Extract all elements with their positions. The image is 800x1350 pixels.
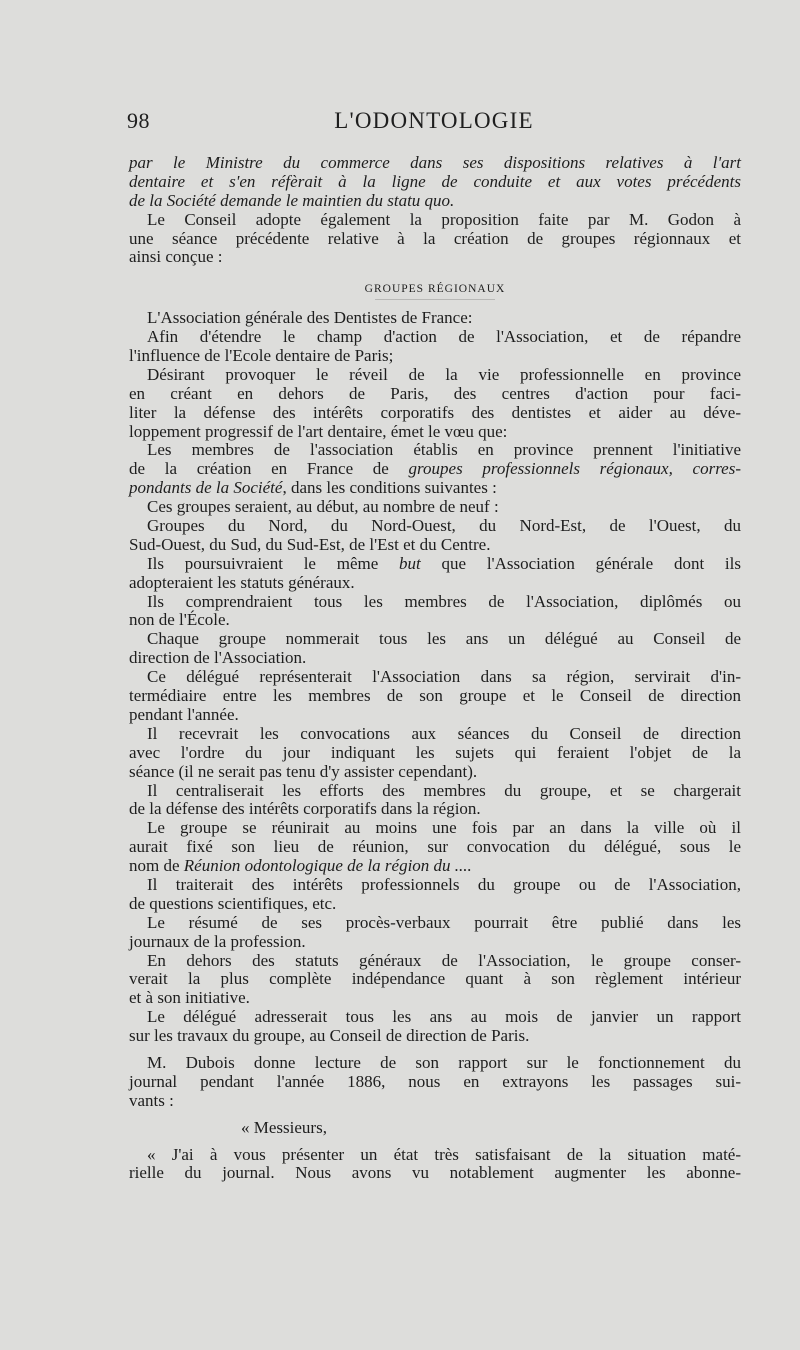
text-line: Il centraliserait les efforts des membres du groupe, et se chargerait [147, 780, 741, 800]
text-line: Il recevrait les convocations aux séances du Conseil de direction [147, 723, 741, 743]
text-line: Chaque groupe nommerait tous les ans un délégué au Conseil de [147, 629, 741, 649]
text-line: de questions scientifiques, etc. [129, 893, 337, 913]
text-line: pendant l'année. [129, 704, 239, 724]
text-line: séance (il ne serait pas tenu d'y assister cependant). [129, 761, 478, 781]
text-line: nom de Réunion odontologique de la région du .... [129, 856, 472, 876]
text-line: aurait fixé son lieu de réunion, sur convocation du délégué, sous le [129, 837, 741, 857]
text-line: Il traiterait des intérêts professionnels du groupe ou de l'Association, [147, 874, 741, 894]
text-line: Le groupe se réunirait au moins une fois par an dans la ville où il [147, 818, 741, 838]
text-line: de la défense des intérêts corporatifs dans la région. [129, 799, 481, 819]
text-line: Groupes du Nord, du Nord-Ouest, du Nord-Est, de l'Ouest, du [147, 516, 741, 536]
text-line: sur les travaux du groupe, au Conseil de direction de Paris. [129, 1026, 530, 1046]
salutation: « Messieurs, [241, 1117, 327, 1137]
text-line: adopteraient les statuts généraux. [129, 572, 355, 592]
text-line: L'Association générale des Dentistes de France: [147, 308, 473, 328]
text-line: de la création en France de groupes professionnels régionaux, corres- [129, 459, 742, 479]
text-line: direction de l'Association. [129, 648, 307, 668]
text-line: Le résumé de ses procès-verbaux pourrait être publié dans les [147, 912, 741, 932]
text-line: Le délégué adresserait tous les ans au mois de janvier un rapport [147, 1007, 741, 1027]
text-line: Ces groupes seraient, au début, au nombre de neuf : [147, 497, 499, 517]
text-line: ainsi conçue : [129, 247, 223, 267]
page-number: 98 [127, 108, 150, 133]
body-text [129, 154, 741, 1183]
text-line: Afin d'étendre le champ d'action de l'Association, et de répandre [147, 327, 741, 347]
text-line: journaux de la profession. [129, 931, 306, 951]
text-line: vants : [129, 1090, 174, 1110]
text-line: Le Conseil adopte également la proposition faite par M. Godon à [147, 209, 741, 229]
text-line: Désirant provoquer le réveil de la vie professionnelle en province [147, 364, 741, 384]
text-line: « J'ai à vous présenter un état très satisfaisant de la situation maté- [147, 1144, 741, 1164]
text-line: liter la défense des intérêts corporatifs des dentistes et aider au déve- [129, 402, 741, 422]
text-line: dentaire et s'en réfèrait à la ligne de conduite et aux votes précédents [129, 171, 741, 191]
text-line: une séance précédente relative à la création de groupes régionnaux et [129, 228, 741, 248]
text-line: rielle du journal. Nous avons vu notablement augmenter les abonne- [129, 1163, 741, 1183]
text-line: de la Société demande le maintien du statu quo. [129, 190, 455, 210]
text-line: pondants de la Société, dans les conditions suivantes : [129, 478, 497, 498]
text-line: Les membres de l'association établis en province prennent l'initiative [147, 440, 741, 460]
text-line: en créant en dehors de Paris, des centres d'action pour faci- [129, 383, 741, 403]
running-title: L'ODONTOLOGIE [334, 108, 534, 133]
text-line: l'influence de l'Ecole dentaire de Paris; [129, 346, 394, 366]
text-line: avec l'ordre du jour indiquant les sujets qui feraient l'objet de la [129, 742, 741, 762]
section-title: GROUPES RÉGIONAUX [364, 283, 506, 296]
text-line: non de l'École. [129, 610, 230, 630]
text-line: En dehors des statuts généraux de l'Association, le groupe conser- [147, 950, 741, 970]
text-line: par le Ministre du commerce dans ses dispositions relatives à l'art [129, 153, 741, 172]
page-header [127, 108, 741, 138]
text-line: termédiaire entre les membres de son groupe et le Conseil de direction [129, 686, 741, 706]
text-line: verait la plus complète indépendance quant à son règlement intérieur [129, 969, 741, 989]
text-line: M. Dubois donne lecture de son rapport sur le fonctionnement du [147, 1052, 741, 1072]
text-line: journal pendant l'année 1886, nous en extrayons les passages sui- [129, 1071, 741, 1091]
text-line: Ce délégué représenterait l'Association dans sa région, servirait d'in- [147, 667, 741, 687]
text-line: Sud-Ouest, du Sud, du Sud-Est, de l'Est et du Centre. [129, 534, 491, 554]
text-line: Ils comprendraient tous les membres de l'Association, diplômés ou [147, 591, 741, 611]
text-line: et à son initiative. [129, 988, 250, 1008]
text-line: loppement progressif de l'art dentaire, émet le vœu que: [129, 421, 508, 441]
text-line: Ils poursuivraient le même but que l'Association générale dont ils [147, 553, 741, 573]
